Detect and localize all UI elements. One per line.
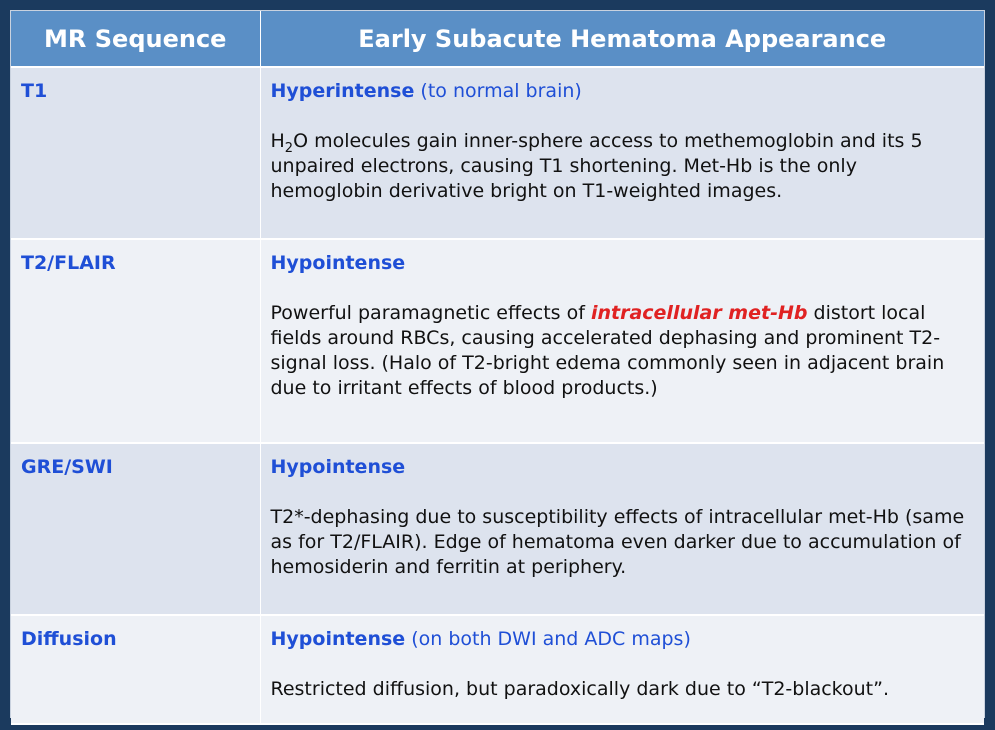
appearance-description: Powerful paramagnetic effects of intracellular met-Hb distort local fields around RBCs, causing accelerated dephasing and prominent T2-signal loss. (Halo of T2-bright edema commonly seen in adjacent brain due to irritant effects of blood products.) [270,302,945,399]
table-row-gre-swi [11,443,984,615]
mr-sequence-table [11,11,984,725]
appearance-label: Hypointense [270,252,406,274]
emphasis-text: intracellular met-Hb [590,302,808,324]
appearance-description: $H_2O$ molecules gain inner-sphere access to methemoglobin and its 5 unpaired electrons, causing T1 shortening. Met-Hb is the only hemoglobin derivative bright on T1-weighted images. [270,130,923,202]
appearance-label: Hypointense [270,628,406,650]
appearance-cell [260,615,984,724]
table-header-row [11,11,984,67]
table-row-t2-flair [11,239,984,443]
table-row-diffusion [11,615,984,724]
sequence-label: T2/FLAIR [21,252,116,274]
header-mr-sequence: MR Sequence [11,11,260,67]
appearance-description: Restricted diffusion, but paradoxically dark due to “T2-blackout”. [270,678,890,700]
appearance-label: Hypointense [270,456,406,478]
appearance-cell [260,443,984,615]
sequence-cell [11,67,260,239]
appearance-label: Hyperintense [270,80,415,102]
sequence-label: T1 [21,80,48,102]
table-row-t1 [11,67,984,239]
sequence-cell [11,443,260,615]
header-hematoma-appearance: Early Subacute Hematoma Appearance [260,11,984,67]
appearance-note: (on both DWI and ADC maps) [411,628,691,650]
appearance-cell [260,239,984,443]
sequence-cell [11,615,260,724]
appearance-note: (to normal brain) [420,80,582,102]
sequence-table-frame [10,10,985,718]
sequence-cell [11,239,260,443]
appearance-description: T2*-dephasing due to susceptibility effects of intracellular met-Hb (same as for T2/FLAIR). Edge of hematoma even darker due to accumulation of hemosiderin and ferritin at periphery. [270,506,965,578]
sequence-label: GRE/SWI [21,456,113,478]
sequence-label: Diffusion [21,628,117,650]
appearance-cell [260,67,984,239]
